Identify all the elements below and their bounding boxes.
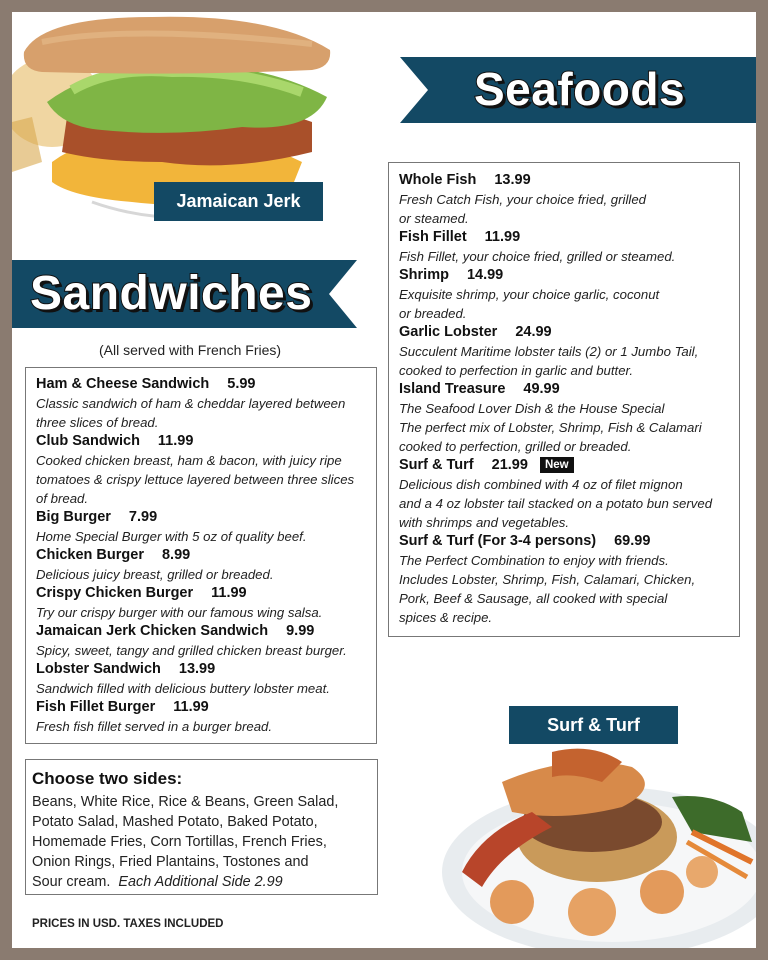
new-badge: New [540, 457, 574, 473]
menu-item [399, 266, 739, 323]
menu-item-description: Succulent Maritime lobster tails (2) or 1 Jumbo Tail, cooked to perfection in garlic and butter. [399, 344, 699, 378]
menu-item-name: Lobster Sandwich [36, 661, 161, 677]
sandwich-menu-box [25, 367, 377, 744]
menu-item-heading [36, 584, 376, 603]
menu-item-description: The Perfect Combination to enjoy with friends. Includes Lobster, Shrimp, Fish, Calamari, Chicken, Pork, Beef & Sausage, all cooked with special spices & recipe. [399, 553, 696, 625]
menu-item-heading [399, 228, 739, 247]
menu-item-description: Fresh Catch Fish, your choice fried, grilled or steamed. [399, 192, 646, 226]
jamaican-jerk-tag: Jamaican Jerk [154, 182, 323, 221]
menu-item-heading [399, 456, 739, 475]
menu-item-price: 11.99 [173, 699, 209, 715]
menu-item-name: Surf & Turf (For 3-4 persons) [399, 533, 597, 549]
menu-item [399, 380, 739, 456]
sides-text [32, 792, 377, 892]
menu-item-heading [399, 323, 739, 342]
additional-side-price: Each Additional Side 2.99 [118, 874, 283, 890]
sides-list: Beans, White Rice, Rice & Beans, Green Salad, Potato Salad, Mashed Potato, Baked Potato, Homemade Fries, Corn Tortillas, French Fries, Onion Rings, Fried Plantains, Tostones and Sour cream. [32, 794, 339, 890]
menu-item-heading [36, 546, 376, 565]
menu-item-name: Big Burger [36, 509, 111, 525]
menu-item-price: 49.99 [523, 381, 560, 397]
menu-item [36, 622, 376, 660]
menu-item-price: 13.99 [494, 172, 531, 188]
menu-item-price: 9.99 [286, 623, 315, 639]
menu-item-heading [36, 375, 376, 394]
menu-item-name: Surf & Turf [399, 457, 474, 473]
menu-item-price: 11.99 [157, 433, 194, 449]
menu-item-heading [36, 432, 376, 451]
menu-item [36, 375, 376, 432]
menu-item-name: Ham & Cheese Sandwich [36, 376, 210, 392]
menu-item-name: Whole Fish [399, 172, 477, 188]
menu-item-description: Fish Fillet, your choice fried, grilled or steamed. [399, 249, 676, 264]
menu-item-price: 7.99 [128, 509, 158, 525]
menu-item [36, 584, 376, 622]
menu-item [399, 323, 739, 380]
surf-and-turf-photo [422, 712, 756, 948]
menu-item-price: 11.99 [484, 229, 521, 245]
menu-item-heading [399, 171, 739, 190]
menu-page [12, 12, 756, 948]
menu-item-price: 69.99 [614, 533, 651, 549]
menu-item-price: 24.99 [515, 324, 552, 340]
menu-item-price: 11.99 [211, 585, 247, 601]
menu-item [399, 456, 739, 532]
menu-item [399, 171, 739, 228]
menu-item [399, 228, 739, 266]
menu-item-description: Delicious juicy breast, grilled or breaded. [36, 567, 274, 582]
menu-item-description: Spicy, sweet, tangy and grilled chicken breast burger. [36, 643, 347, 658]
menu-item-description: Classic sandwich of ham & cheddar layered between three slices of bread. [36, 396, 346, 430]
menu-item-description: Sandwich filled with delicious buttery lobster meat. [36, 681, 330, 696]
menu-item-name: Fish Fillet Burger [36, 699, 156, 715]
menu-item-heading [399, 266, 739, 285]
menu-item-description: Exquisite shrimp, your choice garlic, coconut or breaded. [399, 287, 660, 321]
menu-item-heading [399, 380, 739, 399]
menu-item [36, 660, 376, 698]
menu-item-name: Crispy Chicken Burger [36, 585, 194, 601]
prices-note: PRICES IN USD. TAXES INCLUDED [32, 918, 224, 930]
menu-item-name: Chicken Burger [36, 547, 144, 563]
menu-item [36, 698, 376, 736]
seafoods-title: Seafoods [474, 63, 686, 115]
menu-item-heading [36, 698, 376, 717]
menu-item-name: Garlic Lobster [399, 324, 498, 340]
menu-item-price: 14.99 [466, 267, 504, 283]
menu-item-description: Fresh fish fillet served in a burger bread. [36, 719, 273, 734]
sandwiches-subnote: (All served with French Fries) [99, 342, 282, 358]
menu-item-price: 5.99 [227, 376, 256, 392]
menu-item-price: 8.99 [161, 547, 191, 563]
menu-item-heading [36, 622, 376, 641]
sandwich-items [36, 375, 376, 736]
menu-item [36, 546, 376, 584]
menu-item-price: 21.99 [491, 457, 528, 473]
menu-item [399, 532, 739, 627]
menu-item-heading [36, 660, 376, 679]
menu-item-heading [36, 508, 376, 527]
sides-box [25, 759, 378, 895]
menu-item-name: Island Treasure [399, 381, 506, 397]
menu-item-description: Try our crispy burger with our famous wing salsa. [36, 605, 323, 620]
menu-item-description: Cooked chicken breast, ham & bacon, with juicy ripe tomatoes & crispy lettuce layered between three slices of bread. [36, 453, 355, 506]
menu-item-description: Home Special Burger with 5 oz of quality beef. [36, 529, 307, 544]
surf-and-turf-tag: Surf & Turf [509, 706, 678, 744]
menu-item-description: The Seafood Lover Dish & the House Special The perfect mix of Lobster, Shrimp, Fish & Calamari cooked to perfection, grilled or breaded. [399, 401, 702, 454]
seafood-menu-box [388, 162, 740, 637]
sandwiches-title: Sandwiches [30, 267, 313, 320]
menu-item-name: Fish Fillet [399, 229, 467, 245]
menu-item-heading [399, 532, 739, 551]
menu-item [36, 432, 376, 508]
menu-item-price: 13.99 [178, 661, 216, 677]
menu-item-name: Jamaican Jerk Chicken Sandwich [36, 623, 269, 639]
menu-item-name: Club Sandwich [36, 433, 140, 449]
menu-item-description: Delicious dish combined with 4 oz of filet mignon and a 4 oz lobster tail stacked on a potato bun served with shrimps and vegetables. [399, 477, 713, 530]
seafood-items [399, 171, 739, 627]
menu-item-name: Shrimp [399, 267, 449, 283]
sides-title: Choose two sides: [32, 769, 183, 788]
menu-item [36, 508, 376, 546]
